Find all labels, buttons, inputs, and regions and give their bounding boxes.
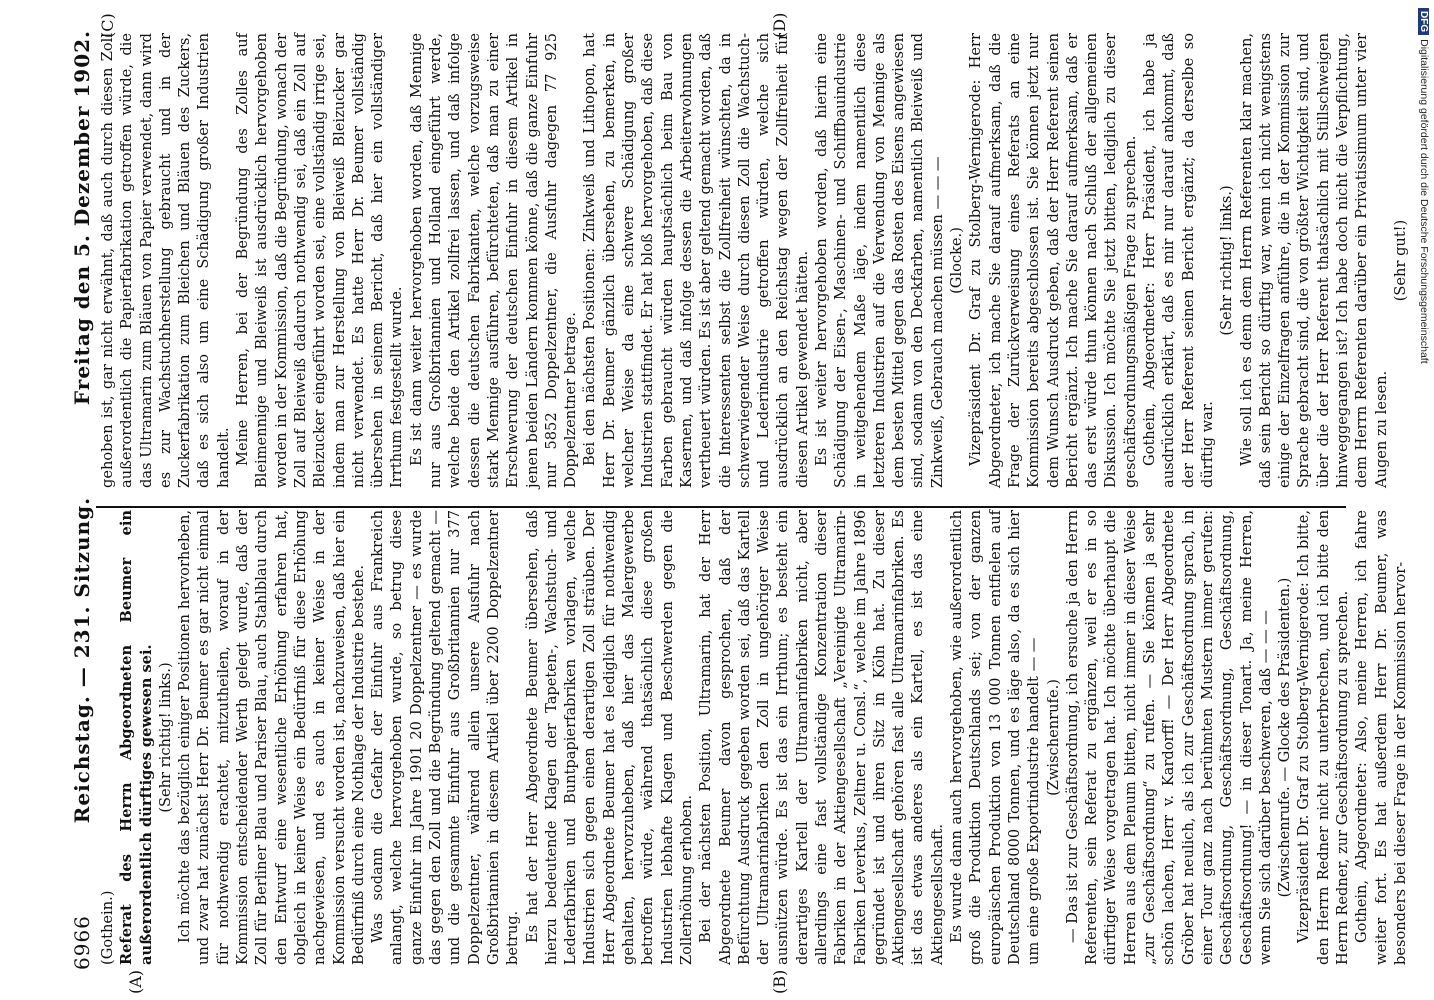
margin-mark-c: (C) <box>98 13 117 38</box>
left-column <box>98 510 1409 965</box>
paragraph: Es wurde dann auch hervorgehoben, wie außerordentlich groß die Produktion Deutschlands sei; von der ganzen europäischen Produktion von 13 000 Tonnen entfielen auf Deutschland 8000 Tonnen, und es läge also, da es sich hier um eine große Exportindustrie handelt — — <box>948 510 1043 965</box>
paragraph: — Das ist zur Geschäftsordnung, ich ersuche ja den Herrn Referenten, sein Referat zu ergänzen, weil er es in so dürftiger Weise vorgetragen hat. Ich möchte überhaupt die Herren aus dem Plenum bitten, nicht immer in dieser Weise „zur Geschäftsordnung“ zu rufen. — Sie können ja sehr schön lachen, Herr v. Kardorff! — Der Herr Abgeordnete Gröber hat neulich, als ich zur Geschäftsordnung sprach, in einer Tour ganz nach berühmten Mustern immer gerufen: Geschäftsordnung, Geschäftsordnung, Geschäftsordnung, Geschäftsordnung! — in dieser Tonart. Ja, meine Herren, wenn Sie sich darüber beschweren, daß — — — <box>1063 510 1274 965</box>
session-date: Freitag den 5. Dezember 1902. <box>70 30 94 406</box>
interjection: (Zwischenrufe. — Glocke des Präsidenten.) <box>1276 577 1294 898</box>
margin-mark-b: (B) <box>770 969 789 994</box>
paragraph: Was sodann die Gefahr der Einfuhr aus Frankreich anlangt, welche hervorgehoben wurde, so betrug diese ganze Einfuhr im Jahre 1901 20 Doppelzentner — es wurde das gegen den Zoll und die Begründung geltend gemacht — und die gesammte Einfuhr aus Großbritannien nur 377 Doppelzentner, während allein unsere Ausfuhr nach Großbritannien in diesem Artikel über 2200 Doppelzentner betrug. <box>369 510 522 965</box>
paragraph: Es hat der Herr Abgeordnete Beumer übersehen, daß hierzu bedeutende Klagen der Tapeten-, Wachstuch- und Lederfabriken und Buntpapierfabriken vorlagen, welche Industrien sich gegen einen derartigen Zoll sträuben. Der Herr Abgeordnete Beumer hat es lediglich für nothwendig gehalten, hervorzuheben, daß hier das Malergewerbe betroffen würde, während thatsächlich diese großen Industrien lebhafte Klagen und Beschwerden gegen die Zollerhöhung erhoben. <box>523 510 695 965</box>
paragraph: Es ist dann weiter hervorgehoben worden, daß Mennige nur aus Großbritannien und Holland eingeführt werde, welche beide den Artikel zollfrei lassen, und daß infolge dessen die deutschen Fabrikanten, welche vorzugsweise stark Mennige ausführen, befürchteten, daß man zu einer Erschwerung der deutschen Einfuhr in diesem Artikel in jenen beiden Ländern kommen könne, daß die ganze Einfuhr nur 5852 Doppelzentner, die Ausfuhr dagegen 77 925 Doppelzentner betrage. <box>407 33 580 488</box>
interjection: (Sehr richtig! links.) <box>156 662 174 813</box>
interjection: (Glocke.) <box>948 227 966 294</box>
paragraph: Wie soll ich es denn dem Herrn Referenten klar machen, daß sein Bericht so dürftig war, wenn ich nicht wenigstens einige der Einzelfragen anführe, die in der Kommission zur Sprache gebracht sind, die von größter Wichtigkeit sind, und über die der Herr Referent thatsächlich mit Stillschweigen hinweggegangen ist? Ich habe doch nicht die Verpflichtung, dem Herrn Referenten darüber ein Privatissimum unter vier Augen zu lesen. <box>1237 33 1390 488</box>
paragraph: Gothein, Abgeordneter: Also, meine Herren, ich fahre weiter fort. Es hat außerdem Herr Dr. Beumer, was besonders bei dieser Frage in der Kommission hervor- <box>1353 510 1409 965</box>
margin-mark-d: (D) <box>770 12 789 38</box>
margin-mark-a: (A) <box>126 969 145 994</box>
interjection: (Sehr gut!) <box>1391 219 1409 302</box>
paragraph: Ich möchte das bezüglich einiger Positionen hervorheben, und zwar hat zunächst Herr Dr. Beumer es gar nicht einmal für nothwendig erachtet, mitzutheilen, worauf in der Kommission entscheidender Werth gelegt wurde, daß der Zoll für Berliner Blau und Pariser Blau, auch Stahlblau durch den Entwurf eine wesentliche Erhöhung erfahren hat, obgleich in keiner Weise ein Bedürfniß für diese Erhöhung nachgewiesen, und es auch in keiner Weise in der Kommission versucht worden ist, nachzuweisen, daß hier ein Bedürfniß durch eine Nothlage der Industrie bestehe. <box>176 510 367 965</box>
digitization-credit <box>1414 8 1432 998</box>
column-divider <box>96 506 1346 508</box>
speaker-tag: (Gothein.) <box>99 890 116 965</box>
paragraph: Meine Herren, bei der Begründung des Zolles auf Bleimennige und Bleiweiß ist ausdrücklich hervorgehoben worden in der Kommission, daß die Begründung, wonach der Zoll auf Bleiweiß dadurch nothwendig sei, daß ein Zoll auf Bleizucker eingeführt worden sei, eine vollständig irrige sei, indem man zur Herstellung von Bleiweiß Bleizucker gar nicht verwendet. Es hatte Herr Dr. Beumer vollständig übersehen in seinem Bericht, daß hier ein vollständiger Irrthum festgestellt wurde. <box>234 33 406 488</box>
paragraph: Vizepräsident Dr. Graf zu Stolberg-Wernigerode: Ich bitte, den Herrn Redner nicht zu unterbrechen, und ich bitte den Herrn Redner, zur Geschäftsordnung zu sprechen. <box>1295 510 1351 965</box>
right-column <box>98 33 1409 488</box>
page-number: 6966 <box>70 915 94 970</box>
paragraph: Referat des Herrn Abgeordneten Beumer ein außerordentlich dürftiges gewesen sei. <box>118 510 155 965</box>
paragraph: Bei der nächsten Position, Ultramarin, hat der Herr Abgeordnete Beumer davon gesprochen, daß der Befürchtung Ausdruck gegeben worden sei, daß das Kartell der Ultramarinfabriken den Zoll in ungehöriger Weise ausnützen würde. Es ist das ein Irrthum; es besteht ein derartiges Kartell der Ultramarinfabriken nicht, aber allerdings eine fast vollständige Konzentration dieser Fabriken in der Aktiengesellschaft „Vereinigte Ultramarin-Fabriken Leverkus, Zeltner u. Consl.“, welche im Jahre 1896 gegründet ist und ihren Sitz in Köln hat. Zu dieser Aktiengesellschaft gehören fast alle Ultramarinfabriken. Es ist das etwas anderes als ein Kartell, es ist das eine Aktiengesellschaft. <box>697 510 946 965</box>
page-header <box>58 30 94 970</box>
paragraph: gehoben ist, gar nicht erwähnt, daß auch durch diesen Zoll außerordentlich die Papierfabrikation getroffen würde, die das Ultramarin zum Bläuen von Papier verwendet, dann wird es zur Wachstuchherstellung gebraucht und in der Zuckerfabrikation zum Bleichen und Bläuen des Zuckers, daß es sich also um eine Schädigung großer Industrien handelt. <box>99 33 232 488</box>
paragraph: Bei den nächsten Positionen: Zinkweiß und Lithopon, hat Herr Dr. Beumer gänzlich übersehen, zu bemerken, in welcher Weise da eine schwere Schädigung großer Industrien stattfindet. Er hat bloß hervorgehoben, daß diese Farben gebraucht würden hauptsächlich beim Bau von Kasernen, und daß infolge dessen die Arbeiterwohnungen vertheuert würden. Es ist aber geltend gemacht worden, daß die Interessenten selbst die Zollfreiheit wünschten, da in schwerwiegender Weise durch diesen Zoll die Wachstuch- und Lederindustrie getroffen würden, welche sich ausdrücklich an den Reichstag wegen der Zollfreiheit für diesen Artikel gewendet hätten. <box>581 33 811 488</box>
paragraph: Es ist weiter hervorgehoben worden, daß hierin eine Schädigung der Eisen-, Maschinen- und Schiffbauindustrie in weitgehendem Maße läge, indem namentlich diese letzteren Industrien auf die Verwendung von Mennige als dem besten Mittel gegen das Rosten des Eisens angewiesen sind, sodann von den Deckfarben, namentlich Bleiweiß und Zinkweiß, Gebrauch machen müssen — — — <box>812 33 946 488</box>
dfg-logo: DFG <box>1418 8 1429 35</box>
paragraph: Gothein, Abgeordneter: Herr Präsident, ich habe ja ausdrücklich erklärt, daß es mir nur darauf ankommt, daß der Herr Referent seinen Bericht ergänzt; da derselbe so dürftig war. <box>1141 33 1216 488</box>
credit-text: Digitalisierung gefördert durch die Deutsche Forschungsgemeinschaft <box>1418 39 1430 364</box>
session-title: Reichstag. — 231. Sitzung. <box>70 496 94 824</box>
paragraph: Vizepräsident Dr. Graf zu Stolberg-Wernigerode: Herr Abgeordneter, ich mache Sie darauf aufmerksam, daß die Frage der Zurückverweisung eines Referats an eine Kommission bereits abgeschlossen ist. Sie können jetzt nur dem Wunsch Ausdruck geben, daß der Herr Referent seinen Bericht ergänzt. Ich mache Sie darauf aufmerksam, daß er das erst würde thun können nach Schluß der allgemeinen Diskussion. Ich möchte Sie jetzt bitten, lediglich zu dieser geschäftsordnungsmäßigen Frage zu sprechen. <box>967 33 1139 488</box>
interjection: (Sehr richtig! links.) <box>1218 185 1236 336</box>
interjection: (Zwischenrufe.) <box>1044 679 1062 796</box>
